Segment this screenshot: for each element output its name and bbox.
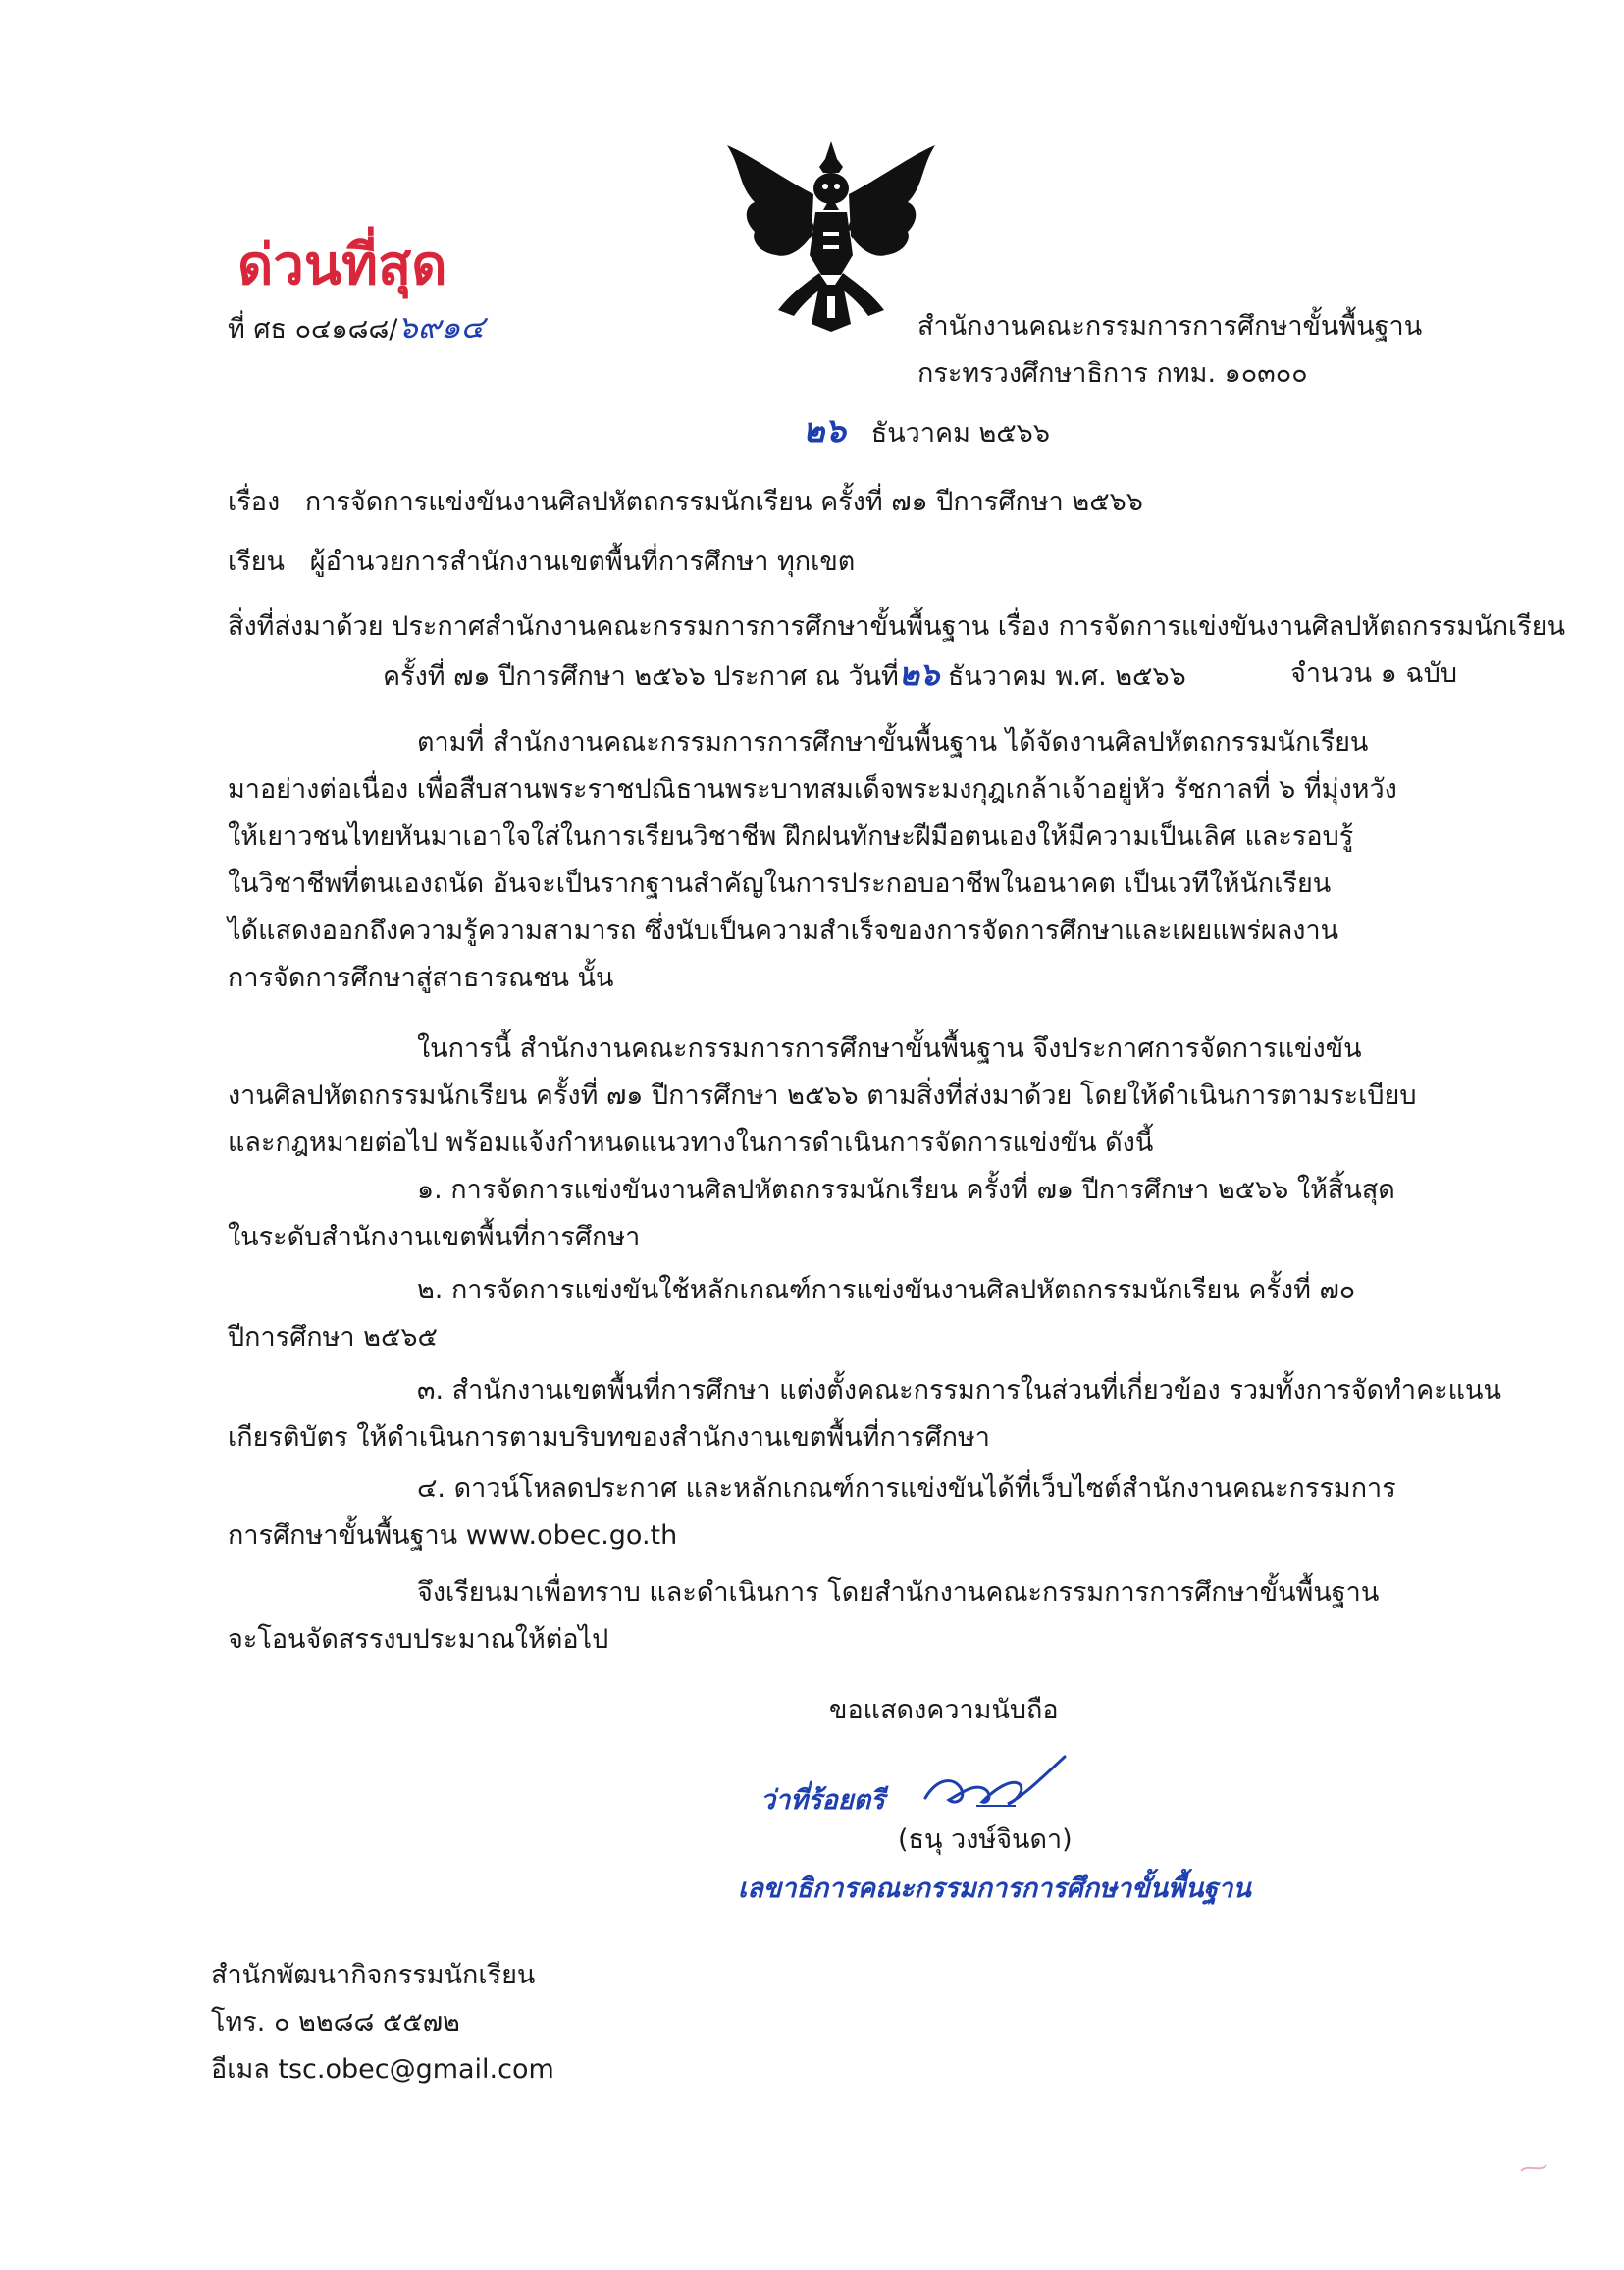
recipient-label: เรียน <box>228 547 286 577</box>
document-number-prefix: ที่ ศธ ๐๔๑๘๘/ <box>228 314 398 344</box>
date-month-year: ธันวาคม ๒๕๖๖ <box>870 418 1050 449</box>
item2-line: ปีการศึกษา ๒๕๖๕ <box>228 1322 438 1352</box>
closing-line: จึงเรียนมาเพื่อทราบ และดำเนินการ โดยสำนักงานคณะกรรมการการศึกษาขั้นพื้นฐาน <box>417 1577 1380 1608</box>
para1-line: มาอย่างต่อเนื่อง เพื่อสืบสานพระราชปณิธานพระบาทสมเด็จพระมงกุฎเกล้าเจ้าอยู่หัว รัชกาลที่ ๖ ที่มุ่งหวัง <box>228 774 1397 805</box>
enclosure-line-2 <box>383 658 1186 694</box>
subject-label: เรื่อง <box>228 487 281 517</box>
item1-line: ๑. การจัดการแข่งขันงานศิลปหัตถกรรมนักเรียน ครั้งที่ ๗๑ ปีการศึกษา ๒๕๖๖ ให้สิ้นสุด <box>417 1175 1395 1205</box>
footer-email: อีเมล tsc.obec@gmail.com <box>211 2054 554 2085</box>
para1-line: ในวิชาชีพที่ตนเองถนัด อันจะเป็นรากฐานสำคัญในการประกอบอาชีพในอนาคต เป็นเวทีให้นักเรียน <box>228 869 1332 899</box>
handwritten-signature-icon <box>917 1749 1074 1818</box>
document-number <box>228 310 485 346</box>
enclosure-text-1: ประกาศสำนักงานคณะกรรมการการศึกษาขั้นพื้นฐาน เรื่อง การจัดการแข่งขันงานศิลปหัตถกรรมนักเรียน <box>392 611 1566 642</box>
document-number-handwritten: ๖๙๑๔ <box>397 308 485 345</box>
signature-rank <box>760 1778 885 1821</box>
scan-mark-icon <box>1519 2159 1548 2177</box>
para1-line: ให้เยาวชนไทยหันมาเอาใจใส่ในการเรียนวิชาชีพ ฝึกฝนทักษะฝีมือตนเองให้มีความเป็นเลิศ และรอบรู้ <box>228 821 1354 852</box>
para2-line: และกฎหมายต่อไป พร้อมแจ้งกำหนดแนวทางในการดำเนินการจัดการแข่งขัน ดังนี้ <box>228 1128 1154 1158</box>
footer-office: สำนักพัฒนากิจกรรมนักเรียน <box>211 1960 536 1990</box>
recipient-text: ผู้อำนวยการสำนักงานเขตพื้นที่การศึกษา ทุกเขต <box>309 547 856 577</box>
garuda-emblem-icon <box>721 137 942 334</box>
signer-name: (ธนุ วงษ์จินดา) <box>898 1824 1073 1855</box>
para1-line: ตามที่ สำนักงานคณะกรรมการการศึกษาขั้นพื้นฐาน ได้จัดงานศิลปหัตถกรรมนักเรียน <box>417 727 1369 758</box>
enclosure-count: จำนวน ๑ ฉบับ <box>1290 659 1458 689</box>
footer-phone: โทร. ๐ ๒๒๘๘ ๕๕๗๒ <box>211 2007 460 2037</box>
para1-line: การจัดการศึกษาสู่สาธารณชน นั้น <box>228 963 614 993</box>
closing-line: จะโอนจัดสรรงบประมาณให้ต่อไป <box>228 1624 609 1655</box>
urgency-stamp: ด่วนที่สุด <box>237 233 447 297</box>
item1-line: ในระดับสำนักงานเขตพื้นที่การศึกษา <box>228 1222 641 1252</box>
para2-line: งานศิลปหัตถกรรมนักเรียน ครั้งที่ ๗๑ ปีการศึกษา ๒๕๖๖ ตามสิ่งที่ส่งมาด้วย โดยให้ดำเนินการตามระเบียบ <box>228 1081 1417 1111</box>
item3-line: เกียรติบัตร ให้ดำเนินการตามบริบทของสำนักงานเขตพื้นที่การศึกษา <box>228 1422 990 1452</box>
enclosure-line-1 <box>228 610 1565 644</box>
salutation: ขอแสดงความนับถือ <box>829 1695 1059 1725</box>
enclosure-date-handwritten: ๒๖ <box>898 656 940 693</box>
enclosure-text-2b: ธันวาคม พ.ศ. ๒๕๖๖ <box>947 661 1186 692</box>
date-day-handwritten: ๒๖ <box>803 411 846 450</box>
item3-line: ๓. สำนักงานเขตพื้นที่การศึกษา แต่งตั้งคณะกรรมการในส่วนที่เกี่ยวข้อง รวมทั้งการจัดทำคะแนน <box>417 1375 1501 1405</box>
subject-line <box>228 486 1143 519</box>
item4-line: ๔. ดาวน์โหลดประกาศ และหลักเกณฑ์การแข่งขันได้ที่เว็บไซต์สำนักงานคณะกรรมการ <box>417 1473 1396 1504</box>
recipient-line <box>228 546 855 579</box>
agency-name: สำนักงานคณะกรรมการการศึกษาขั้นพื้นฐาน <box>917 311 1423 342</box>
agency-address: กระทรวงศึกษาธิการ กทม. ๑๐๓๐๐ <box>917 358 1308 389</box>
subject-text: การจัดการแข่งขันงานศิลปหัตถกรรมนักเรียน ครั้งที่ ๗๑ ปีการศึกษา ๒๕๖๖ <box>304 487 1143 517</box>
signature-rank-text: ว่าที่ร้อยตรี <box>760 1785 885 1816</box>
document-date <box>803 411 1050 450</box>
item2-line: ๒. การจัดการแข่งขันใช้หลักเกณฑ์การแข่งขันงานศิลปหัตถกรรมนักเรียน ครั้งที่ ๗๐ <box>417 1275 1356 1305</box>
enclosure-text-2a: ครั้งที่ ๗๑ ปีการศึกษา ๒๕๖๖ ประกาศ ณ วันที่ <box>383 661 899 692</box>
signer-position: เลขาธิการคณะกรรมการการศึกษาขั้นพื้นฐาน <box>738 1874 1251 1904</box>
enclosure-label: สิ่งที่ส่งมาด้วย <box>228 611 384 642</box>
para1-line: ได้แสดงออกถึงความรู้ความสามารถ ซึ่งนับเป็นความสำเร็จของการจัดการศึกษาและเผยแพร่ผลงาน <box>228 916 1339 946</box>
item4-line: การศึกษาขั้นพื้นฐาน www.obec.go.th <box>228 1520 678 1551</box>
para2-line: ในการนี้ สำนักงานคณะกรรมการการศึกษาขั้นพื้นฐาน จึงประกาศการจัดการแข่งขัน <box>417 1033 1362 1064</box>
